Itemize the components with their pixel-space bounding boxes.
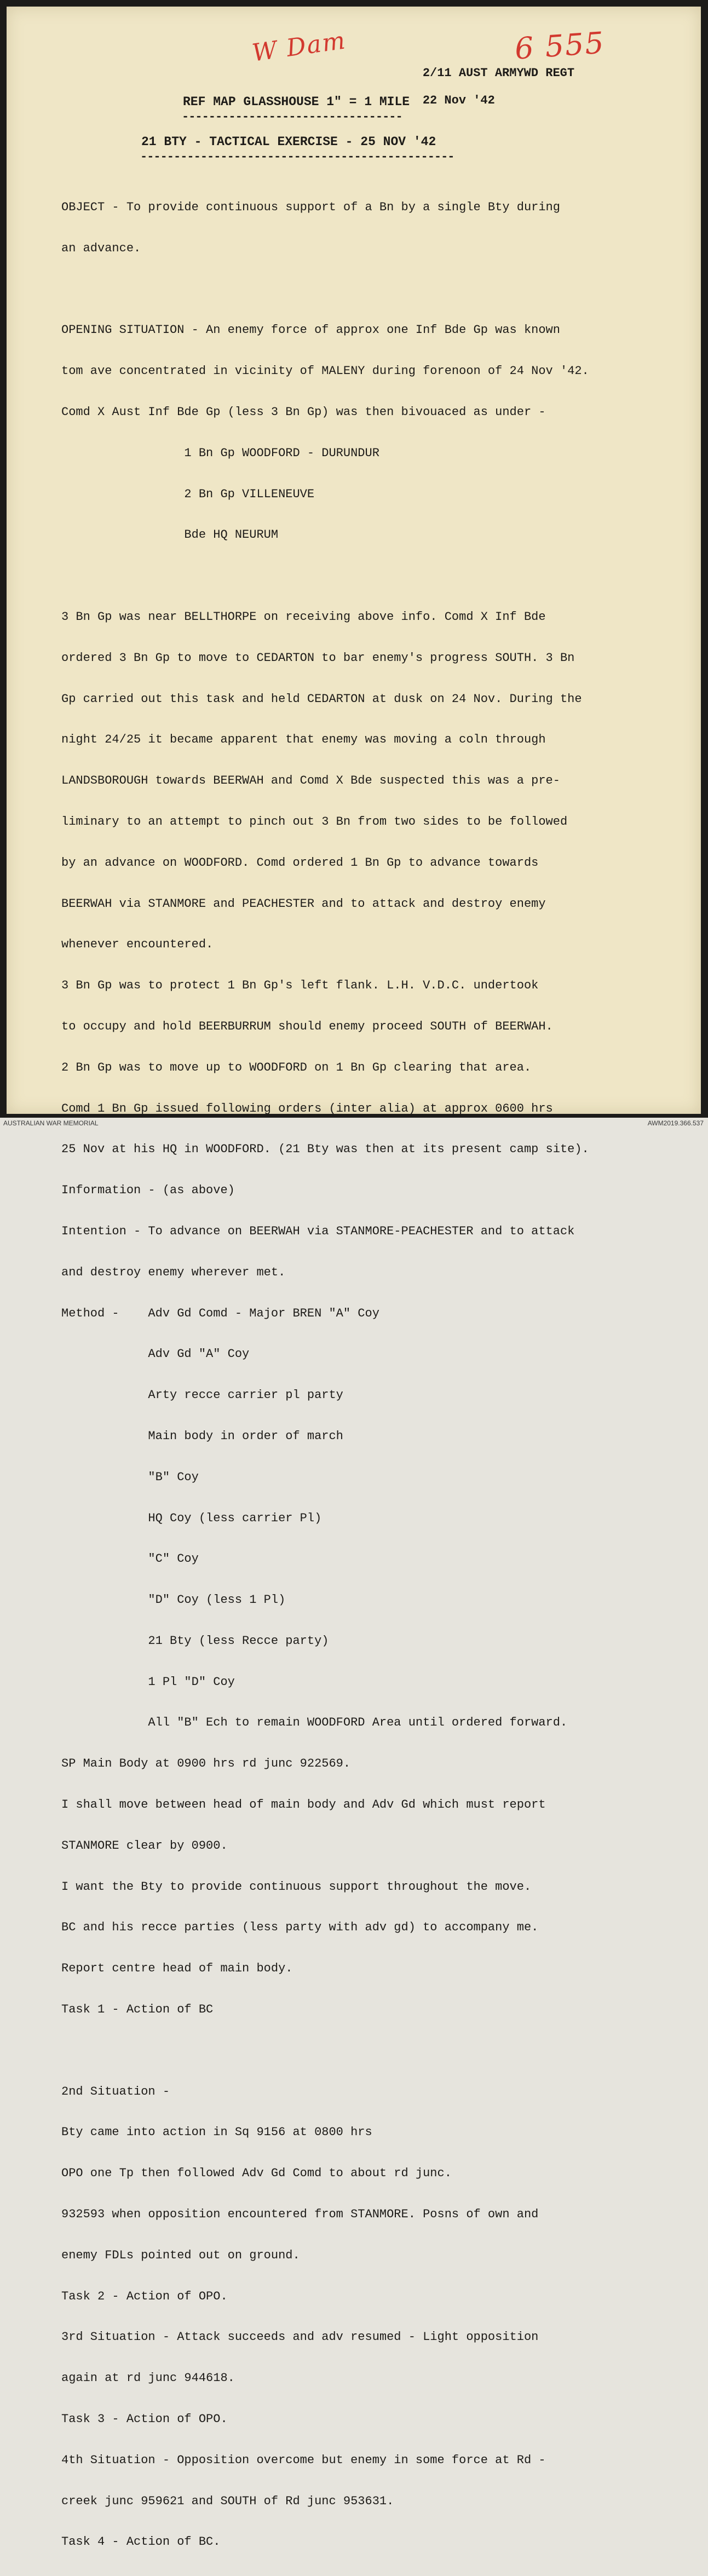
text-line: Method - Adv Gd Comd - Major BREN "A" Coy (61, 1306, 379, 1320)
handwritten-signature: W Dam (250, 26, 348, 67)
text-line: Information - (as above) (61, 1183, 235, 1198)
text-line: 1 Bn Gp WOODFORD - DURUNDUR (61, 446, 379, 460)
text-line: Report centre head of main body. (61, 1962, 293, 1976)
text-line: enemy FDLs pointed out on ground. (61, 2248, 300, 2262)
text-line: 3 Bn Gp was to protect 1 Bn Gp's left flank. L.H. V.D.C. undertook (61, 979, 539, 993)
text-line: STANMORE clear by 0900. (61, 1838, 228, 1853)
text-line: again at rd junc 944618. (61, 2371, 235, 2385)
footer-source: AUSTRALIAN WAR MEMORIAL (3, 1119, 99, 1127)
text-line: 2nd Situation - (61, 2084, 170, 2098)
text-line: 21 Bty (less Recce party) (61, 1634, 329, 1648)
text-line: 2 Bn Gp VILLENEUVE (61, 487, 315, 501)
title-rule: ----------------------------------------------- (140, 150, 454, 164)
text-line (61, 569, 653, 583)
text-line: Main body in order of march (61, 1429, 343, 1443)
text-line: 932593 when opposition encountered from STANMORE. Posns of own and (61, 2207, 539, 2222)
text-line: creek junc 959621 and SOUTH of Rd junc 953631. (61, 2494, 394, 2508)
unit-header (394, 53, 574, 121)
text-line: Arty recce carrier pl party (61, 1388, 343, 1402)
text-line: SP Main Body at 0900 hrs rd junc 922569. (61, 1757, 351, 1771)
text-line: Task 4 - Action of BC. (61, 2535, 221, 2549)
text-line: 1 Pl "D" Coy (61, 1675, 235, 1689)
text-line: "C" Coy (61, 1552, 199, 1566)
document-body (61, 173, 653, 2576)
text-line: Comd X Aust Inf Bde Gp (less 3 Bn Gp) was then bivouaced as under - (61, 405, 546, 419)
text-line: 3rd Situation - Attack succeeds and adv resumed - Light opposition (61, 2330, 539, 2344)
map-reference-title: REF MAP GLASSHOUSE 1" = 1 MILE (183, 95, 410, 109)
text-line: tom ave concentrated in vicinity of MALENY during forenoon of 24 Nov '42. (61, 364, 589, 378)
text-line: to occupy and hold BEERBURRUM should enemy proceed SOUTH of BEERWAH. (61, 1019, 553, 1033)
text-line: LANDSBOROUGH towards BEERWAH and Comd X Bde suspected this was a pre- (61, 774, 560, 788)
text-line: an advance. (61, 241, 141, 255)
text-line: 25 Nov at his HQ in WOODFORD. (21 Bty was then at its present camp site). (61, 1142, 589, 1157)
text-line: "B" Coy (61, 1470, 199, 1484)
text-line: BC and his recce parties (less party with adv gd) to accompany me. (61, 1921, 539, 1935)
handwritten-number: 6 555 (514, 25, 606, 66)
header-date: 22 Nov '42 (422, 94, 495, 107)
text-line: Bde HQ NEURUM (61, 528, 279, 542)
text-line: BEERWAH via STANMORE and PEACHESTER and to attack and destroy enemy (61, 896, 546, 911)
text-line: liminary to an attempt to pinch out 3 Bn from two sides to be followed (61, 814, 568, 829)
text-line: 4th Situation - Opposition overcome but enemy in some force at Rd - (61, 2453, 546, 2467)
text-line: "D" Coy (less 1 Pl) (61, 1593, 286, 1607)
text-line (61, 2044, 653, 2057)
text-line: Task 1 - Action of BC (61, 2003, 214, 2017)
text-line: HQ Coy (less carrier Pl) (61, 1511, 322, 1525)
text-line: Bty came into action in Sq 9156 at 0800 hrs (61, 2125, 372, 2140)
text-line: All "B" Ech to remain WOODFORD Area until ordered forward. (61, 1716, 568, 1730)
text-line: Adv Gd "A" Coy (61, 1347, 250, 1361)
text-line: Comd 1 Bn Gp issued following orders (inter alia) at approx 0600 hrs (61, 1101, 553, 1116)
text-line (61, 283, 653, 296)
unit-name: 2/11 AUST ARMYWD REGT (422, 66, 575, 80)
text-line: Task 3 - Action of OPO. (61, 2412, 228, 2427)
text-line: by an advance on WOODFORD. Comd ordered 1 Bn Gp to advance towards (61, 855, 539, 870)
text-line: I want the Bty to provide continuous support throughout the move. (61, 1879, 532, 1894)
text-line: night 24/25 it became apparent that enemy was moving a coln through (61, 733, 546, 747)
text-line: OPENING SITUATION - An enemy force of approx one Inf Bde Gp was known (61, 323, 560, 337)
text-line: OBJECT - To provide continuous support of a Bn by a single Bty during (61, 200, 560, 214)
text-line: ordered 3 Bn Gp to move to CEDARTON to bar enemy's progress SOUTH. 3 Bn (61, 651, 575, 665)
text-line: Task 2 - Action of OPO. (61, 2289, 228, 2303)
text-line: Gp carried out this task and held CEDARTON at dusk on 24 Nov. During the (61, 692, 582, 706)
text-line: and destroy enemy wherever met. (61, 1265, 286, 1279)
exercise-title: 21 BTY - TACTICAL EXERCISE - 25 NOV '42 (141, 135, 436, 149)
text-line: 3 Bn Gp was near BELLTHORPE on receiving above info. Comd X Inf Bde (61, 610, 546, 624)
text-line: Intention - To advance on BEERWAH via STANMORE-PEACHESTER and to attack (61, 1224, 575, 1238)
text-line: whenever encountered. (61, 938, 214, 952)
footer-catalogue-id: AWM2019.366.537 (647, 1119, 704, 1127)
text-line: I shall move between head of main body and Adv Gd which must report (61, 1798, 546, 1812)
title-rule: --------------------------------- (182, 110, 402, 124)
text-line: 2 Bn Gp was to move up to WOODFORD on 1 Bn Gp clearing that area. (61, 1060, 532, 1074)
text-line: OPO one Tp then followed Adv Gd Comd to about rd junc. (61, 2166, 452, 2181)
